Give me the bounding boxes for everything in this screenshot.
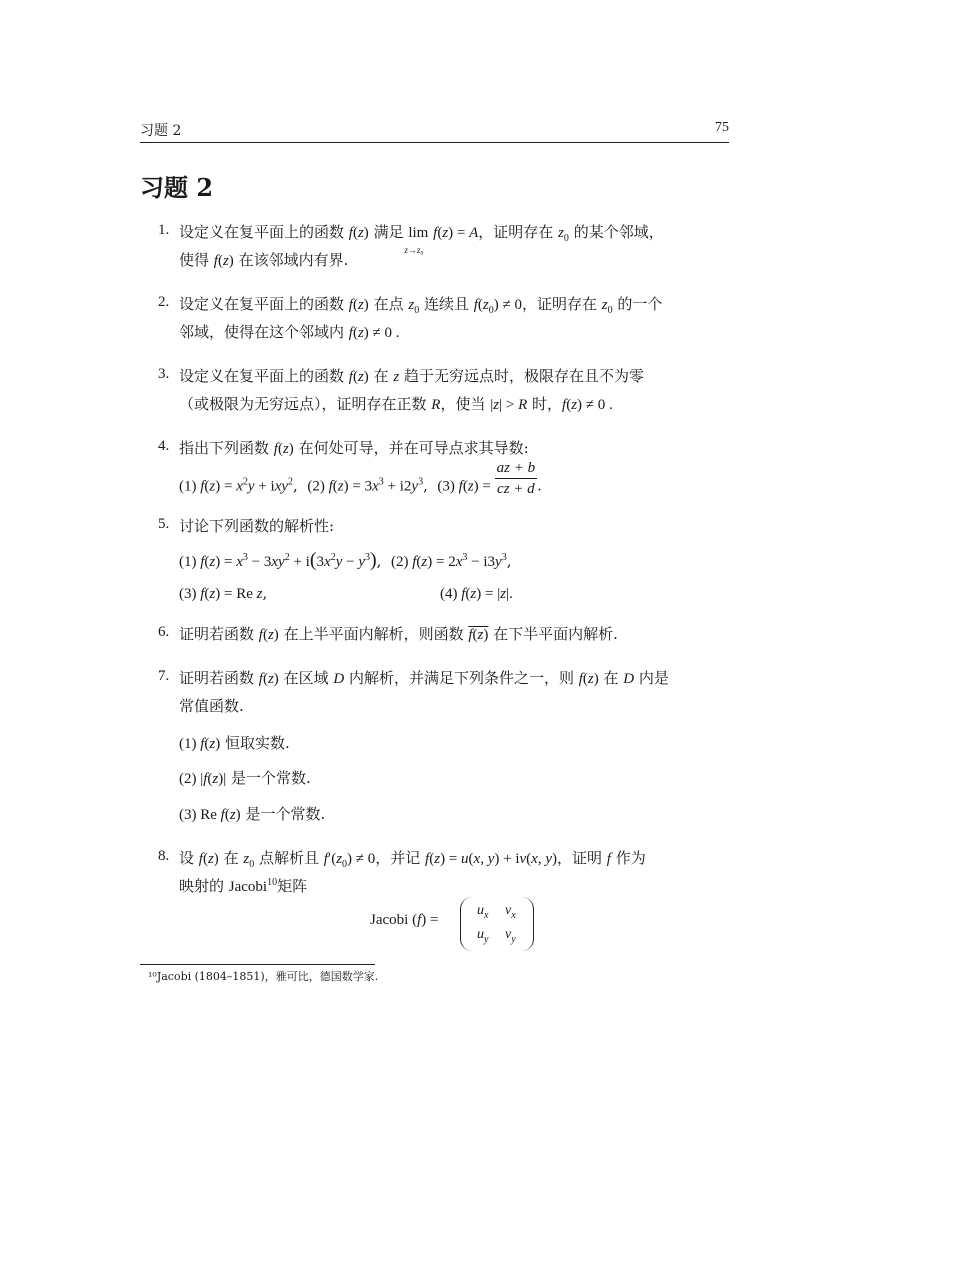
header-page-number: 75 [715,120,729,135]
problem-8-line-1: 设 f(z) 在 $z_0$ 点解析且 $f'(z_0) \ne 0$，并记 f(z) = u(x, y) + iv(x, y)，证明 f 作为 [179,849,646,870]
running-header [140,120,729,143]
problem-5-item-4: (4) f(z) = |z|. [440,586,513,602]
problem-7-line-1: 证明若函数 f(z) 在区域 D 内解析，并满足下列条件之一，则 f(z) 在 D 内是 [179,669,669,687]
problem-4-line-1: 指出下列函数 f(z) 在何处可导，并在可导点求其导数: [179,439,529,457]
problem-5-items-row-1: (1) $f(z) = x^3 - 3xy^2 + i(3x^2y - y^3)$, (2) $f(z) = 2x^3 - i3y^3$, [179,549,512,571]
matrix-brackets [460,897,534,951]
problem-1-line-1: 设定义在复平面上的函数 f(z) 满足 lim z→z₀ f(z) = A，证明存在 $z_0$ 的某个邻域， [179,222,664,243]
matrix-cell-vx: $v_x$ [505,903,516,921]
section-title: 习题 2 [140,173,214,202]
matrix-cell-uy: $u_y$ [477,927,489,945]
problem-4-items: (1) $f(z) = x^2y + ixy^2$, (2) $f(z) = 3x^3 + i2y^3$, (3) f(z) = $\frac{az + b}{cz + d}$ . [179,460,542,497]
problem-7-line-2: 常值函数. [179,697,244,715]
problem-1-number: 1. [158,222,170,238]
problem-8-number: 8. [158,848,170,864]
problem-2-line-1: 设定义在复平面上的函数 f(z) 在点 $z_0$ 连续且 $f(z_0) \ne 0$，证明存在 $z_0$ 的一个 [179,295,663,316]
problem-5-item-3: (3) f(z) = Re z, [179,584,268,602]
problem-7-item-2: (2) |f(z)| 是一个常数. [179,769,311,787]
problem-3-line-2: （或极限为无穷远点），证明存在正数 R，使当 |z| > R 时，f(z) ≠ 0 . [179,395,613,413]
problem-3-line-1: 设定义在复平面上的函数 f(z) 在 z 趋于无穷远点时，极限存在且不为零 [179,367,644,385]
footnote-rule [140,964,375,965]
problem-8-line-2: 映射的 Jacobi$^{10}$矩阵 [179,877,308,895]
problem-7-number: 7. [158,668,170,684]
problem-4-number: 4. [158,438,170,454]
limit-subscript: z→z₀ [404,245,424,255]
header-section-title: 习题 2 [140,123,182,139]
problem-6-number: 6. [158,624,170,640]
matrix-cell-vy: $v_y$ [505,927,516,945]
matrix-cell-ux: $u_x$ [477,903,489,921]
problem-1-line-2: 使得 f(z) 在该邻域内有界. [179,251,349,269]
problem-5-number: 5. [158,516,170,532]
problem-2-number: 2. [158,294,170,310]
jacobi-matrix-label: Jacobi (f) = [370,912,439,928]
problem-2-line-2: 邻域，使得在这个邻域内 f(z) ≠ 0 . [179,323,400,341]
problem-5-line-1: 讨论下列函数的解析性: [179,517,335,535]
problem-3-number: 3. [158,366,170,382]
problem-6-line-1: 证明若函数 f(z) 在上半平面内解析，则函数 f(z) 在下半平面内解析. [179,625,618,643]
footnote: ¹⁰Jacobi (1804–1851)，雅可比，德国数学家. [148,970,379,983]
problem-7-item-1: (1) f(z) 恒取实数. [179,734,290,752]
problem-7-item-3: (3) Re f(z) 是一个常数. [179,805,326,823]
